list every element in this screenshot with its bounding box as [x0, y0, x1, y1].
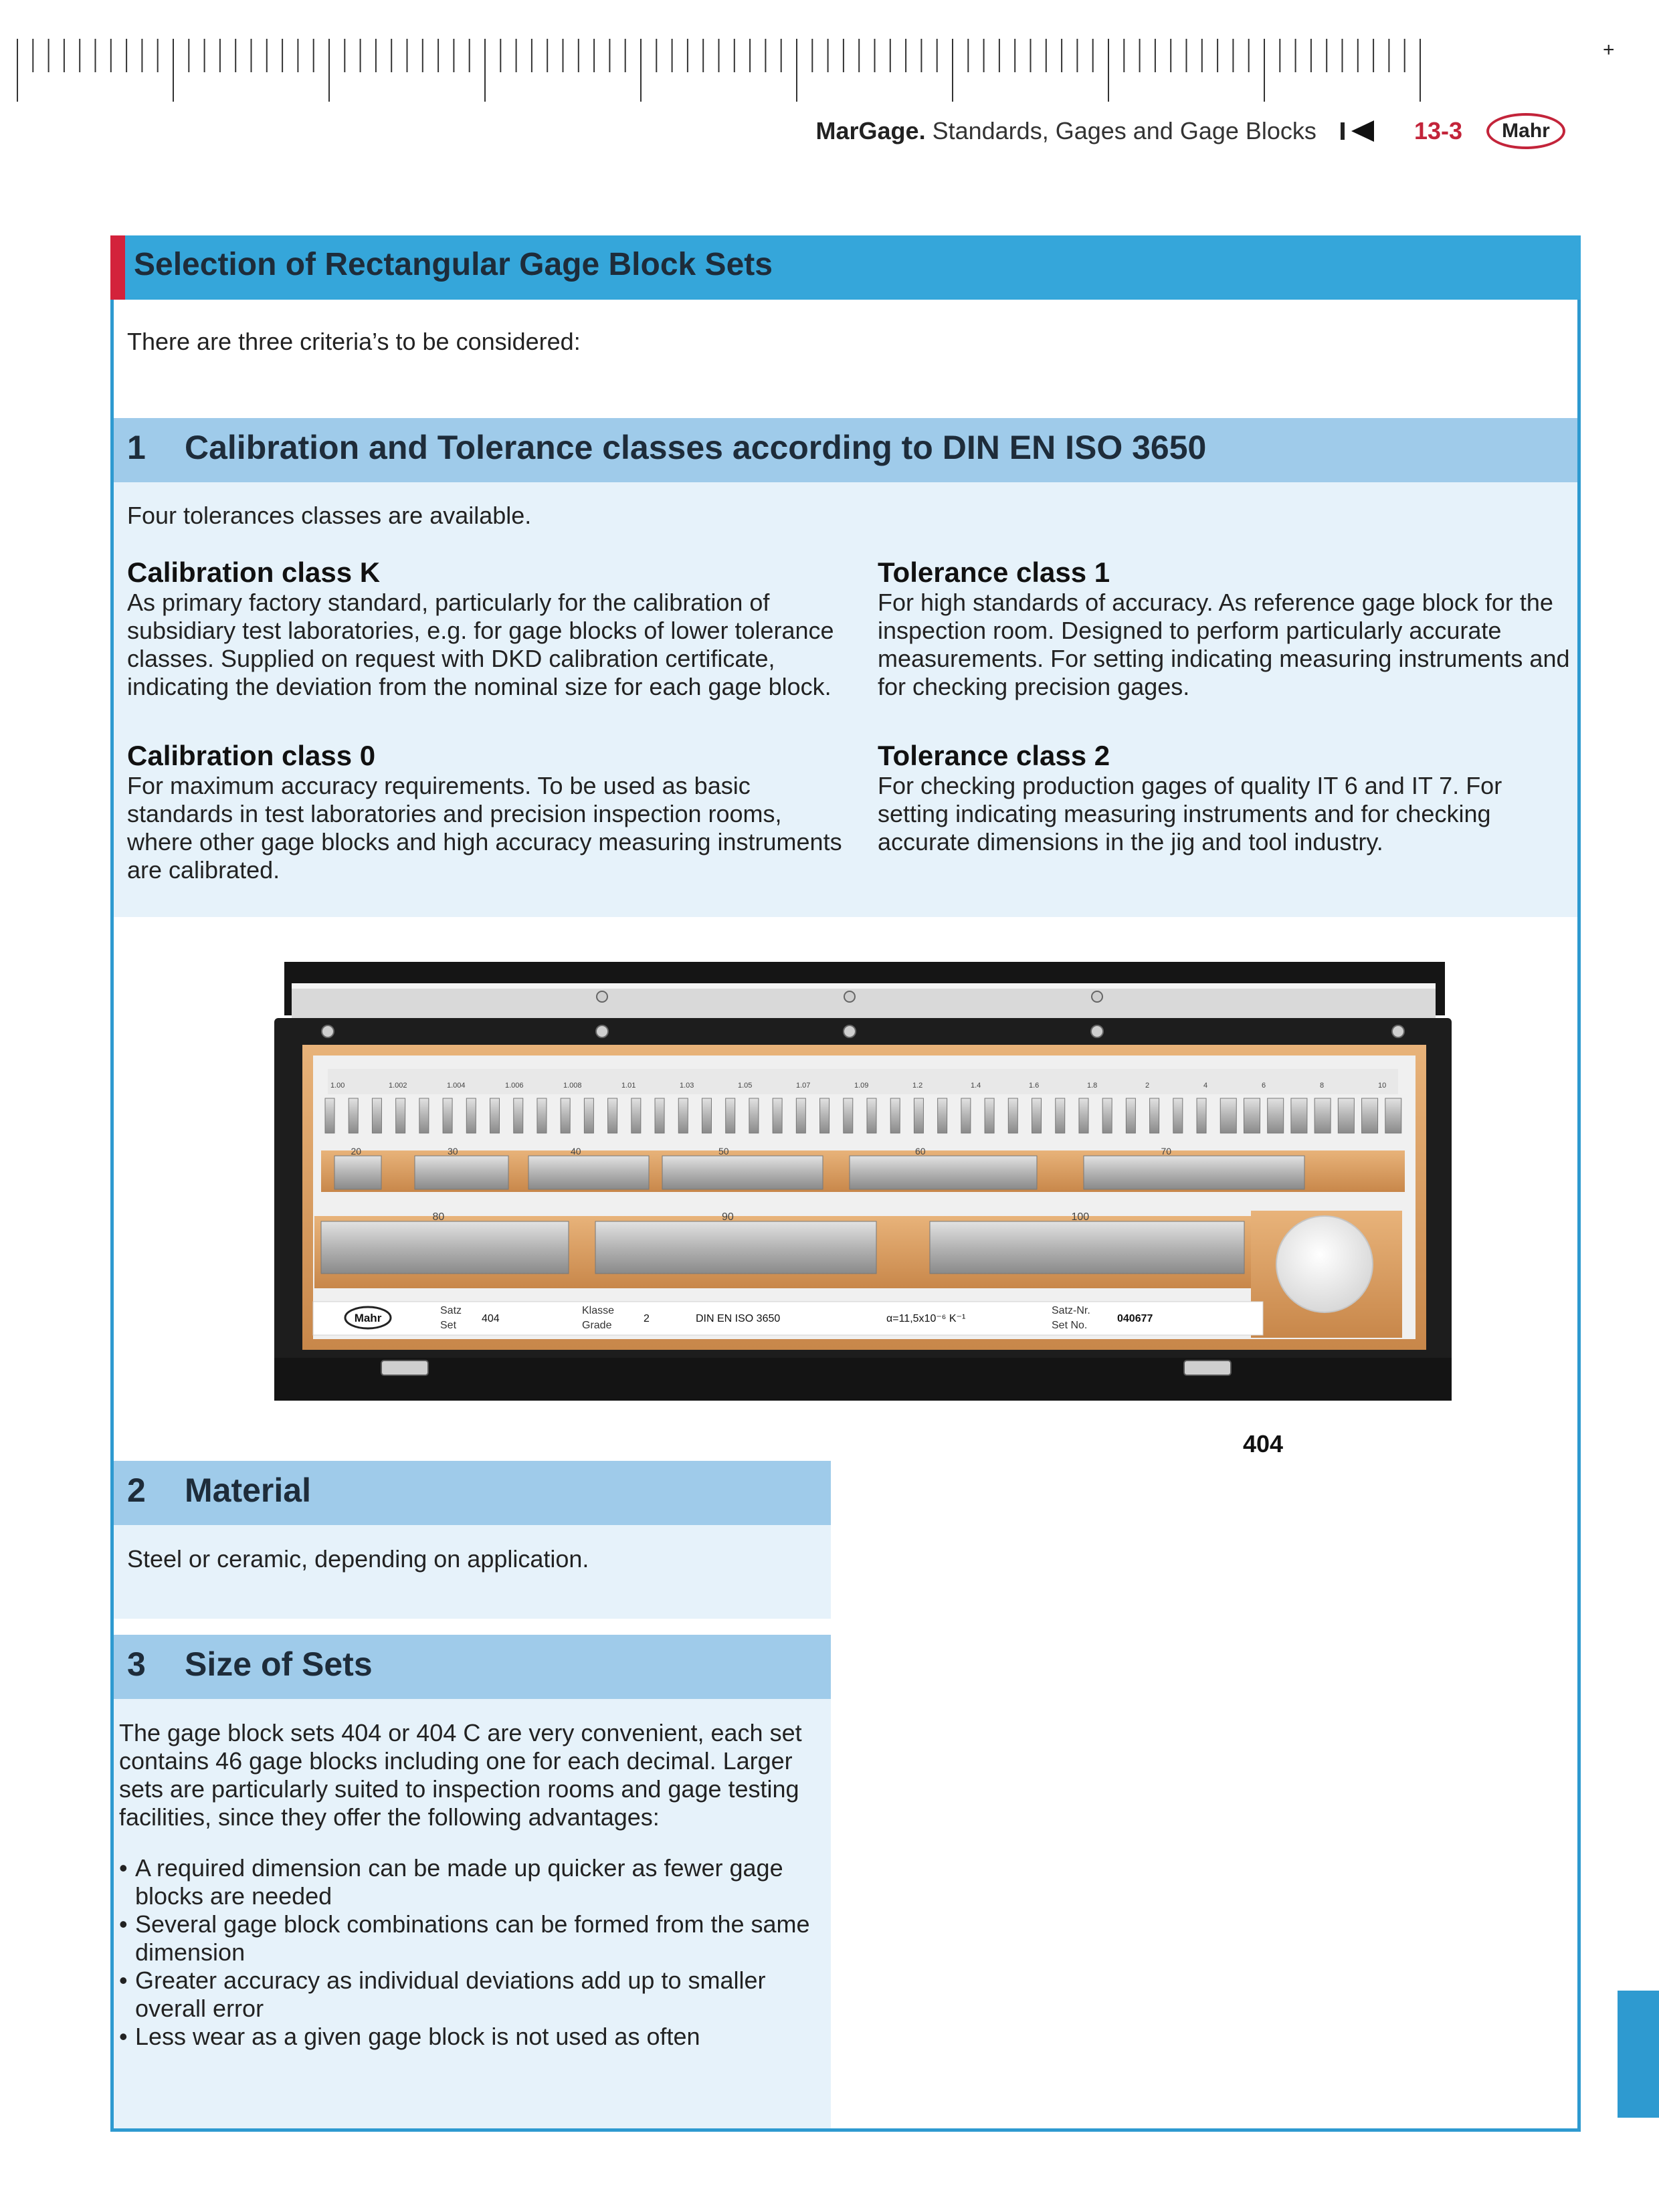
case-grade-value: 2: [644, 1313, 650, 1324]
list-item: • Several gage block combinations can be formed from the same dimension: [119, 1910, 815, 1967]
gage-block: [608, 1098, 617, 1133]
section3-number: 3: [127, 1645, 146, 1683]
block-label: 1.6: [1029, 1082, 1040, 1090]
gage-block: [726, 1098, 735, 1133]
block-label: 40: [571, 1146, 581, 1157]
page-header: [816, 112, 1565, 150]
gage-block: [985, 1098, 994, 1133]
block-label: 1.2: [912, 1082, 923, 1090]
calibration-class-k-heading: Calibration class K: [127, 557, 381, 588]
page-ruler: [0, 0, 1659, 107]
gage-block: [820, 1098, 830, 1133]
gage-block: [561, 1098, 570, 1133]
gage-block: [867, 1098, 876, 1133]
block-label: 1.008: [563, 1082, 582, 1090]
block-label: 8: [1320, 1082, 1325, 1090]
section3-title: Size of Sets: [185, 1645, 373, 1683]
gage-block: [1362, 1098, 1378, 1133]
gage-block: [1220, 1098, 1236, 1133]
list-item: • Less wear as a given gage block is not used as often: [119, 2023, 815, 2051]
block-label: 1.8: [1087, 1082, 1098, 1090]
case-set-no: Set No.: [1052, 1320, 1088, 1331]
tolerance-class-2-text: For checking production gages of quality IT 6 and IT 7. For setting indicating measuring instruments and for checking accurate dimensions in the jig and tool industry.: [878, 772, 1502, 856]
gage-block: [1056, 1098, 1065, 1133]
back-arrow-icon[interactable]: [1351, 120, 1374, 142]
tolerance-class-1-text: For high standards of accuracy. As reference gage block for the inspection room. Designed to perform particularly accurate measurements. For setting indicating measuring instruments and for checking precision gages.: [878, 589, 1570, 700]
gage-block: [1173, 1098, 1183, 1133]
case-set: Set: [440, 1320, 457, 1331]
case-set-value: 404: [482, 1313, 500, 1324]
gage-block: [1291, 1098, 1307, 1133]
case-alpha: α=11,5x10⁻⁶ K⁻¹: [886, 1313, 966, 1324]
ceramic-disc: [1276, 1216, 1373, 1312]
gage-block: [372, 1098, 381, 1133]
block-label: 10: [1378, 1082, 1387, 1090]
gage-block: [702, 1098, 711, 1133]
gage-block: [930, 1221, 1244, 1274]
gage-block: [1268, 1098, 1284, 1133]
section2-title: Material: [185, 1472, 311, 1509]
registration-mark-icon: +: [1603, 39, 1615, 61]
block-label: 1.05: [738, 1082, 753, 1090]
gage-block: [466, 1098, 476, 1133]
gage-block: [1338, 1098, 1354, 1133]
block-label: 1.006: [505, 1082, 524, 1090]
calibration-class-k-text: As primary factory standard, particularly for the calibration of subsidiary test laboratories, e.g. for gage blocks of lower tolerance classes. Supplied on request with DKD calibration certificate, indicating the deviation from the nominal size for each gage block.: [127, 589, 834, 700]
gage-block: [1197, 1098, 1206, 1133]
gage-block: [844, 1098, 853, 1133]
gage-block-set-photo: [248, 957, 1452, 1411]
gage-block: [334, 1156, 381, 1189]
gage-block: [773, 1098, 782, 1133]
list-item: • Greater accuracy as individual deviations add up to smaller overall error: [119, 1967, 815, 2023]
gage-block: [325, 1098, 334, 1133]
gage-block: [631, 1098, 641, 1133]
gage-block: [1150, 1098, 1159, 1133]
section1-intro: Four tolerances classes are available.: [127, 502, 532, 529]
tolerance-class-1-heading: Tolerance class 1: [878, 557, 1110, 588]
gage-block: [1079, 1098, 1088, 1133]
block-label: 2: [1145, 1082, 1150, 1090]
advantages-list: [119, 1854, 815, 2051]
case-satz: Satz: [440, 1305, 462, 1316]
gage-block: [1126, 1098, 1135, 1133]
case-set-no-value: 040677: [1117, 1313, 1153, 1324]
calibration-class-0-text: For maximum accuracy requirements. To be used as basic standards in test laboratories and precision inspection rooms, where other gage blocks and high accuracy measuring instruments are calibrated.: [127, 772, 842, 884]
block-label: 4: [1203, 1082, 1208, 1090]
block-label: 1.07: [796, 1082, 811, 1090]
gage-block: [961, 1098, 971, 1133]
intro-text: There are three criteria’s to be considered:: [127, 328, 581, 355]
gage-block: [528, 1156, 649, 1189]
case-standard: DIN EN ISO 3650: [696, 1313, 781, 1324]
gage-block: [1314, 1098, 1331, 1133]
block-label: 20: [351, 1146, 362, 1157]
gage-block: [1385, 1098, 1401, 1133]
case-satz-nr: Satz-Nr.: [1052, 1305, 1090, 1316]
block-label: 50: [718, 1146, 729, 1157]
gage-block: [595, 1221, 876, 1274]
gage-block: [749, 1098, 759, 1133]
gage-block: [1084, 1156, 1304, 1189]
gage-block: [678, 1098, 688, 1133]
gage-block: [584, 1098, 593, 1133]
gage-block: [419, 1098, 429, 1133]
block-label: 90: [722, 1211, 734, 1223]
case-grade: Grade: [582, 1320, 612, 1331]
block-label: 100: [1071, 1211, 1090, 1223]
block-label: 1.00: [330, 1082, 345, 1090]
gage-block: [938, 1098, 947, 1133]
block-label: 1.4: [971, 1082, 981, 1090]
page-title: Selection of Rectangular Gage Block Sets: [134, 247, 773, 282]
gage-block: [514, 1098, 523, 1133]
header-title: Standards, Gages and Gage Blocks: [932, 117, 1316, 144]
gage-block: [1102, 1098, 1112, 1133]
block-label: 1.03: [680, 1082, 694, 1090]
header-divider: [1341, 122, 1345, 140]
gage-block: [1008, 1098, 1017, 1133]
section1-title: Calibration and Tolerance classes according to DIN EN ISO 3650: [185, 429, 1207, 466]
logo-text: Mahr: [1502, 120, 1550, 142]
block-label: 70: [1161, 1146, 1172, 1157]
gage-block: [796, 1098, 805, 1133]
gage-block: [490, 1098, 500, 1133]
block-label: 60: [915, 1146, 926, 1157]
block-label: 1.01: [621, 1082, 636, 1090]
section3-text: The gage block sets 404 or 404 C are very convenient, each set contains 46 gage blocks including one for each decimal. Larger sets are particularly suited to inspection rooms and gage testing facilities, since they offer the following advantages:: [119, 1719, 802, 1831]
calibration-class-0-heading: Calibration class 0: [127, 740, 376, 771]
case-klasse: Klasse: [582, 1305, 615, 1316]
block-label: 1.002: [389, 1082, 407, 1090]
block-label: 1.09: [854, 1082, 869, 1090]
figure-caption: 404: [1243, 1430, 1284, 1457]
block-label: 1.004: [447, 1082, 466, 1090]
case-logo-text: Mahr: [354, 1312, 382, 1324]
gage-block: [914, 1098, 923, 1133]
page-number: 13-3: [1413, 117, 1462, 144]
mahr-logo: [1486, 113, 1565, 149]
block-label: 30: [448, 1146, 458, 1157]
block-label: 6: [1262, 1082, 1266, 1090]
tolerance-class-2-heading: Tolerance class 2: [878, 740, 1110, 771]
gage-block: [396, 1098, 405, 1133]
gage-block: [1244, 1098, 1260, 1133]
list-item: • A required dimension can be made up quicker as fewer gage blocks are needed: [119, 1854, 815, 1910]
gage-block: [349, 1098, 358, 1133]
gage-block: [537, 1098, 547, 1133]
section2-number: 2: [127, 1472, 146, 1509]
gage-block: [1032, 1098, 1042, 1133]
gage-block: [662, 1156, 823, 1189]
header-brand: MarGage.: [815, 117, 926, 144]
gage-block: [890, 1098, 900, 1133]
chapter-tab[interactable]: [1618, 1991, 1659, 2118]
gage-block: [655, 1098, 664, 1133]
block-label: 80: [432, 1211, 445, 1223]
gage-block: [321, 1221, 569, 1274]
gage-block: [443, 1098, 452, 1133]
gage-block: [850, 1156, 1037, 1189]
section2-text: Steel or ceramic, depending on application.: [127, 1545, 589, 1573]
title-accent: [110, 235, 125, 300]
section1-number: 1: [127, 429, 146, 466]
gage-block: [415, 1156, 508, 1189]
